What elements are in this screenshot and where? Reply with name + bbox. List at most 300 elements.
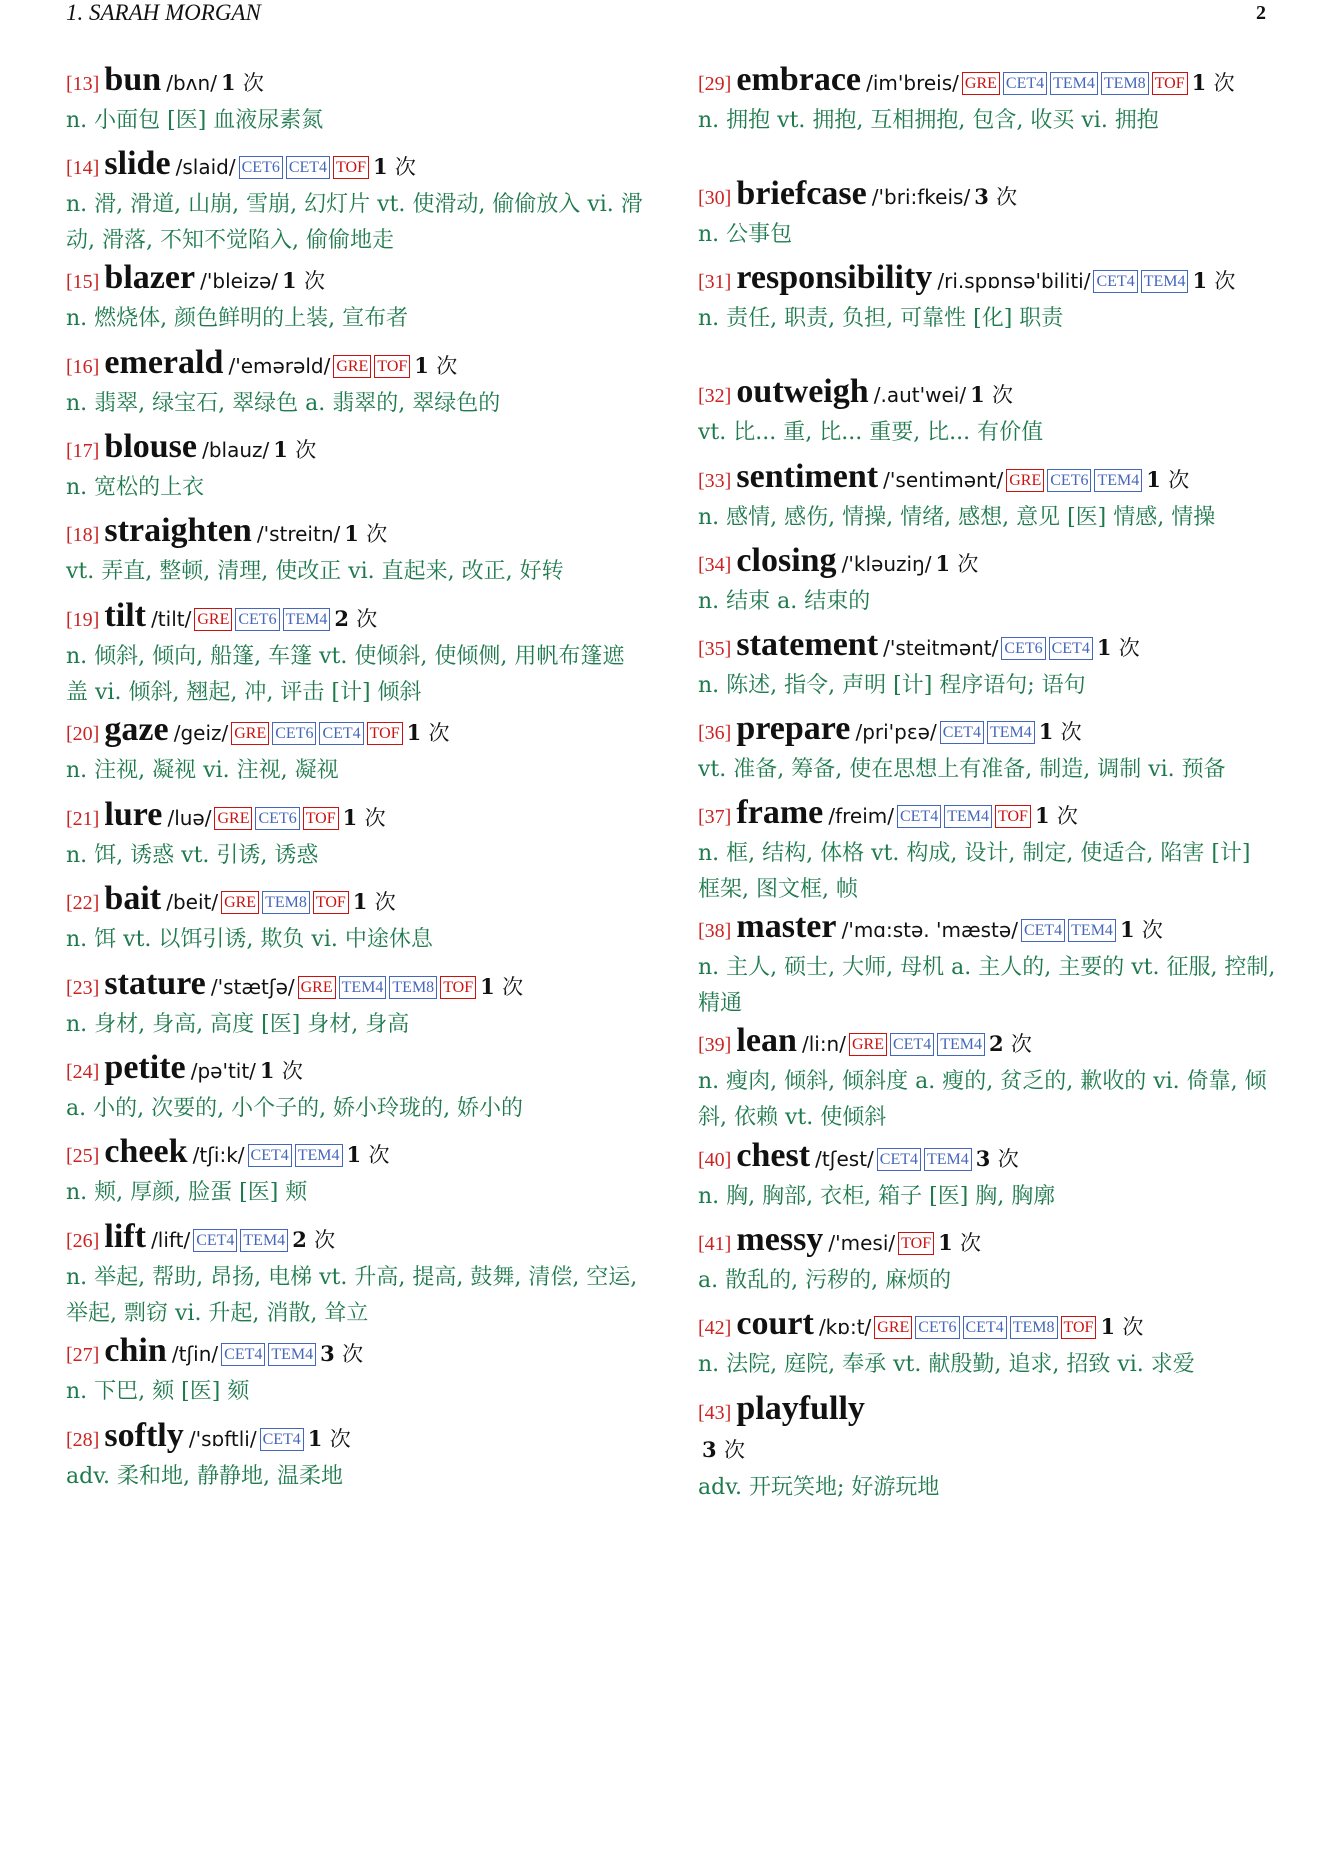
entry-pronunciation: /lift/ bbox=[151, 1228, 191, 1252]
entry-number: [36] bbox=[698, 722, 732, 744]
entry-headline bbox=[66, 1333, 646, 1374]
vocab-entry bbox=[698, 543, 1278, 620]
entry-number: [41] bbox=[698, 1233, 732, 1255]
exam-tag-gre: GRE bbox=[214, 807, 252, 830]
entry-number: [37] bbox=[698, 806, 732, 828]
exam-tag-tem4: TEM4 bbox=[1068, 919, 1116, 942]
entry-definition: adv. 开玩笑地; 好游玩地 bbox=[698, 1475, 940, 1500]
entry-definition: n. 公事包 bbox=[698, 222, 793, 247]
exam-tag-cet4: CET4 bbox=[286, 156, 330, 179]
count-number: 3 bbox=[320, 1341, 335, 1366]
exam-tag-cet4: CET4 bbox=[897, 805, 941, 828]
entry-pronunciation: /slaid/ bbox=[175, 155, 236, 179]
exam-tag-cet6: CET6 bbox=[915, 1316, 959, 1339]
entry-headline bbox=[66, 1418, 646, 1459]
occurrence-count bbox=[292, 1227, 335, 1252]
occurrence-count bbox=[308, 1426, 351, 1451]
entry-definition: n. 颊, 厚颜, 脸蛋 [医] 颊 bbox=[66, 1180, 308, 1205]
exam-tag-cet4: CET4 bbox=[963, 1316, 1007, 1339]
entry-headline bbox=[698, 1023, 1278, 1064]
entry-headline bbox=[698, 909, 1278, 950]
count-number: 1 bbox=[1100, 1314, 1116, 1339]
entry-definition: n. 结束 a. 结束的 bbox=[698, 589, 871, 614]
count-unit: 次 bbox=[364, 806, 386, 830]
vocab-entry bbox=[698, 459, 1278, 536]
entry-word: prepare bbox=[736, 710, 851, 747]
entry-definition: n. 拥抱 vt. 拥抱, 互相拥抱, 包含, 收买 vi. 拥抱 bbox=[698, 108, 1159, 133]
entry-pronunciation: /'stætʃə/ bbox=[210, 975, 295, 999]
entry-number: [31] bbox=[698, 271, 732, 293]
count-number: 1 bbox=[346, 1142, 362, 1167]
occurrence-count bbox=[938, 1230, 981, 1255]
entry-pronunciation: /'bri:fkeis/ bbox=[871, 185, 971, 209]
exam-tag-cet4: CET4 bbox=[1049, 637, 1093, 660]
occurrence-count bbox=[334, 606, 377, 631]
entry-word: straighten bbox=[104, 512, 252, 549]
count-unit: 次 bbox=[303, 269, 325, 293]
entry-pronunciation: /'sentimənt/ bbox=[883, 468, 1004, 492]
vocab-entry bbox=[698, 1391, 1278, 1506]
exam-tag-cet4: CET4 bbox=[877, 1148, 921, 1171]
exam-tag-cet4: CET4 bbox=[193, 1229, 237, 1252]
entry-definition: a. 散乱的, 污秽的, 麻烦的 bbox=[698, 1268, 952, 1293]
occurrence-count bbox=[989, 1031, 1032, 1056]
entry-number: [13] bbox=[66, 73, 100, 95]
entry-number: [16] bbox=[66, 356, 100, 378]
exam-tag-tem4: TEM4 bbox=[283, 608, 331, 631]
entry-word: blouse bbox=[104, 428, 198, 465]
exam-tag-tem4: TEM4 bbox=[1050, 72, 1098, 95]
entry-pronunciation: /blauz/ bbox=[202, 438, 270, 462]
count-unit: 次 bbox=[329, 1427, 351, 1451]
entry-pronunciation: /.aut'wei/ bbox=[873, 383, 967, 407]
count-unit: 次 bbox=[295, 438, 317, 462]
exam-tag-cet4: CET4 bbox=[260, 1428, 304, 1451]
exam-tag-cet4: CET4 bbox=[1021, 919, 1065, 942]
count-unit: 次 bbox=[996, 185, 1018, 209]
count-number: 1 bbox=[1146, 467, 1161, 492]
exam-tag-tof: TOF bbox=[303, 807, 339, 830]
entry-headline bbox=[698, 62, 1278, 103]
entry-definition: a. 小的, 次要的, 小个子的, 娇小玲珑的, 娇小的 bbox=[66, 1096, 524, 1121]
entry-word: petite bbox=[104, 1049, 186, 1086]
entry-headline bbox=[698, 1222, 1278, 1263]
entry-number: [17] bbox=[66, 440, 100, 462]
entry-definition: n. 滑, 滑道, 山崩, 雪崩, 幻灯片 vt. 使滑动, 偷偷放入 vi. 滑动, 滑落, 不知不觉陷入, 偷偷地走 bbox=[66, 192, 643, 253]
entry-headline bbox=[66, 598, 646, 639]
count-unit: 次 bbox=[1141, 918, 1163, 942]
entry-word: stature bbox=[104, 965, 206, 1002]
exam-tag-gre: GRE bbox=[333, 355, 371, 378]
vocab-entry bbox=[66, 966, 646, 1043]
count-unit: 次 bbox=[1168, 468, 1190, 492]
entry-word: softly bbox=[104, 1417, 184, 1454]
count-unit: 次 bbox=[242, 71, 264, 95]
vocab-entry bbox=[698, 795, 1278, 908]
exam-tag-cet4: CET4 bbox=[1093, 270, 1137, 293]
count-unit: 次 bbox=[368, 1143, 390, 1167]
count-number: 1 bbox=[220, 70, 236, 95]
count-unit: 次 bbox=[997, 1147, 1019, 1171]
entry-headline bbox=[698, 1391, 1278, 1470]
count-unit: 次 bbox=[1122, 1315, 1144, 1339]
occurrence-count bbox=[1120, 917, 1163, 942]
count-number: 1 bbox=[480, 974, 495, 999]
entry-definition: n. 倾斜, 倾向, 船篷, 车篷 vt. 使倾斜, 使倾侧, 用帆布篷遮盖 vi. 倾斜, 翘起, 冲, 评击 [计] 倾斜 bbox=[66, 644, 625, 705]
entry-number: [14] bbox=[66, 157, 100, 179]
entry-definition: n. 框, 结构, 体格 vt. 构成, 设计, 制定, 使适合, 陷害 [计] 框架, 图文框, 帧 bbox=[698, 841, 1251, 902]
exam-tag-gre: GRE bbox=[194, 608, 232, 631]
exam-tag-tof: TOF bbox=[333, 156, 369, 179]
entry-headline bbox=[66, 797, 646, 838]
entry-headline bbox=[66, 260, 646, 301]
exam-tag-tof: TOF bbox=[313, 891, 349, 914]
entry-pronunciation: /'sɒftli/ bbox=[188, 1427, 257, 1451]
count-unit: 次 bbox=[342, 1342, 364, 1366]
vocab-entry bbox=[66, 260, 646, 337]
entry-pronunciation: /'kləuziŋ/ bbox=[841, 552, 932, 576]
entry-number: [23] bbox=[66, 977, 100, 999]
entry-headline bbox=[66, 345, 646, 386]
count-unit: 次 bbox=[1213, 71, 1235, 95]
count-unit: 次 bbox=[957, 552, 979, 576]
entry-number: [43] bbox=[698, 1402, 732, 1424]
entry-pronunciation: /tʃest/ bbox=[815, 1147, 874, 1171]
exam-tag-tof: TOF bbox=[440, 976, 476, 999]
occurrence-count bbox=[1039, 719, 1082, 744]
exam-tag-cet6: CET6 bbox=[255, 807, 299, 830]
entry-word: blazer bbox=[104, 259, 196, 296]
occurrence-count bbox=[282, 268, 325, 293]
exam-tag-gre: GRE bbox=[221, 891, 259, 914]
entry-word: cheek bbox=[104, 1133, 188, 1170]
count-number: 1 bbox=[282, 268, 297, 293]
entry-number: [19] bbox=[66, 609, 100, 631]
entry-headline bbox=[698, 543, 1278, 584]
entry-word: statement bbox=[736, 626, 879, 663]
entry-definition: n. 法院, 庭院, 奉承 vt. 献殷勤, 追求, 招致 vi. 求爱 bbox=[698, 1352, 1195, 1377]
exam-tag-tof: TOF bbox=[374, 355, 410, 378]
entry-word: lean bbox=[736, 1022, 797, 1059]
occurrence-count bbox=[702, 1437, 745, 1462]
entry-headline bbox=[66, 513, 646, 554]
entry-word: court bbox=[736, 1305, 814, 1342]
count-number: 2 bbox=[988, 1031, 1004, 1056]
entry-number: [25] bbox=[66, 1145, 100, 1167]
entry-definition: n. 饵, 诱惑 vt. 引诱, 诱惑 bbox=[66, 843, 319, 868]
vocab-entry bbox=[698, 909, 1278, 1022]
count-number: 1 bbox=[414, 353, 429, 378]
entry-number: [26] bbox=[66, 1230, 100, 1252]
vocab-entry bbox=[698, 62, 1278, 139]
vocab-entry bbox=[698, 627, 1278, 704]
entry-word: sentiment bbox=[736, 458, 879, 495]
count-number: 1 bbox=[372, 154, 388, 179]
entry-pronunciation: /'streitn/ bbox=[256, 522, 341, 546]
occurrence-count bbox=[373, 154, 416, 179]
entry-pronunciation: /tʃi:k/ bbox=[192, 1143, 245, 1167]
count-unit: 次 bbox=[281, 1059, 303, 1083]
exam-tag-gre: GRE bbox=[962, 72, 1000, 95]
entry-definition: n. 燃烧体, 颜色鲜明的上装, 宣布者 bbox=[66, 306, 409, 331]
entry-word: slide bbox=[104, 145, 171, 182]
entry-word: lift bbox=[104, 1218, 146, 1255]
entry-number: [32] bbox=[698, 385, 732, 407]
count-number: 1 bbox=[1034, 803, 1050, 828]
entry-number: [21] bbox=[66, 808, 100, 830]
entry-word: chin bbox=[104, 1332, 167, 1369]
count-number: 3 bbox=[975, 1146, 991, 1171]
entry-pronunciation: /tilt/ bbox=[151, 607, 192, 631]
entry-word: briefcase bbox=[736, 175, 867, 212]
entry-headline bbox=[698, 711, 1278, 752]
entry-number: [18] bbox=[66, 524, 100, 546]
entry-headline bbox=[66, 429, 646, 470]
entry-number: [40] bbox=[698, 1149, 732, 1171]
count-number: 1 bbox=[1096, 635, 1112, 660]
page-header bbox=[66, 0, 1266, 28]
exam-tag-cet6: CET6 bbox=[272, 722, 316, 745]
exam-tag-tof: TOF bbox=[1152, 72, 1188, 95]
count-unit: 次 bbox=[992, 383, 1014, 407]
count-number: 1 bbox=[273, 437, 288, 462]
count-unit: 次 bbox=[502, 975, 524, 999]
entry-headline bbox=[698, 627, 1278, 668]
entry-definition: n. 瘦肉, 倾斜, 倾斜度 a. 瘦的, 贫乏的, 歉收的 vi. 倚靠, 倾斜, 依赖 vt. 使倾斜 bbox=[698, 1069, 1267, 1130]
count-number: 3 bbox=[974, 184, 989, 209]
entry-definition: adv. 柔和地, 静静地, 温柔地 bbox=[66, 1464, 343, 1489]
vocab-entry bbox=[66, 1219, 646, 1332]
entry-pronunciation: /kɒ:t/ bbox=[818, 1315, 872, 1339]
entry-definition: n. 小面包 [医] 血液尿素氮 bbox=[66, 108, 324, 133]
vocab-entry bbox=[698, 374, 1278, 451]
exam-tag-tof: TOF bbox=[367, 722, 403, 745]
entry-pronunciation: /pə'tit/ bbox=[190, 1059, 256, 1083]
count-number: 1 bbox=[1191, 70, 1207, 95]
exam-tag-cet4: CET4 bbox=[940, 721, 984, 744]
exam-tag-tof: TOF bbox=[1061, 1316, 1097, 1339]
vocab-entry bbox=[66, 1134, 646, 1211]
vocab-entry bbox=[66, 429, 646, 506]
occurrence-count bbox=[414, 353, 457, 378]
count-unit: 次 bbox=[960, 1231, 982, 1255]
occurrence-count bbox=[221, 70, 264, 95]
count-unit: 次 bbox=[1056, 804, 1078, 828]
entry-word: playfully bbox=[736, 1390, 865, 1427]
entry-headline bbox=[66, 1219, 646, 1260]
exam-tag-tem4: TEM4 bbox=[924, 1148, 972, 1171]
entry-pronunciation: /tʃin/ bbox=[171, 1342, 219, 1366]
entry-word: outweigh bbox=[736, 373, 869, 410]
entry-headline bbox=[698, 1306, 1278, 1347]
count-number: 3 bbox=[702, 1437, 717, 1462]
occurrence-count bbox=[1192, 268, 1235, 293]
exam-tag-tem4: TEM4 bbox=[339, 976, 387, 999]
occurrence-count bbox=[976, 1146, 1019, 1171]
entry-word: responsibility bbox=[736, 259, 933, 296]
entry-headline bbox=[698, 260, 1278, 301]
exam-tag-tof: TOF bbox=[898, 1232, 934, 1255]
entry-number: [27] bbox=[66, 1344, 100, 1366]
count-unit: 次 bbox=[394, 155, 416, 179]
entry-word: chest bbox=[736, 1137, 811, 1174]
vocab-entry bbox=[66, 345, 646, 422]
entry-word: messy bbox=[736, 1221, 824, 1258]
occurrence-count bbox=[407, 720, 450, 745]
entry-definition: n. 胸, 胸部, 衣柜, 箱子 [医] 胸, 胸廓 bbox=[698, 1184, 1056, 1209]
exam-tag-cet6: CET6 bbox=[1047, 469, 1091, 492]
entry-headline bbox=[698, 374, 1278, 415]
count-number: 2 bbox=[292, 1227, 307, 1252]
entry-definition: n. 主人, 硕士, 大师, 母机 a. 主人的, 主要的 vt. 征服, 控制, 精通 bbox=[698, 955, 1276, 1016]
entry-headline bbox=[698, 176, 1278, 217]
entry-headline bbox=[66, 1050, 646, 1091]
count-number: 1 bbox=[259, 1058, 275, 1083]
occurrence-count bbox=[347, 1142, 390, 1167]
entry-headline bbox=[66, 62, 646, 103]
entry-definition: vt. 弄直, 整顿, 清理, 使改正 vi. 直起来, 改正, 好转 bbox=[66, 559, 564, 584]
entry-number: [34] bbox=[698, 554, 732, 576]
entry-definition: vt. 准备, 筹备, 使在思想上有准备, 制造, 调制 vi. 预备 bbox=[698, 757, 1226, 782]
vocab-entry bbox=[698, 711, 1278, 788]
occurrence-count bbox=[344, 521, 387, 546]
entry-pronunciation: /beit/ bbox=[166, 890, 219, 914]
count-unit: 次 bbox=[366, 522, 388, 546]
exam-tag-tem4: TEM4 bbox=[1141, 270, 1189, 293]
count-unit: 次 bbox=[314, 1228, 336, 1252]
vocab-entry bbox=[698, 1138, 1278, 1215]
entry-pronunciation: /luə/ bbox=[167, 806, 212, 830]
exam-tag-cet4: CET4 bbox=[248, 1144, 292, 1167]
entry-number: [39] bbox=[698, 1034, 732, 1056]
vocab-entry bbox=[66, 881, 646, 958]
vocab-entry bbox=[66, 513, 646, 590]
entry-word: bait bbox=[104, 880, 162, 917]
vocab-entry bbox=[66, 712, 646, 789]
entry-word: closing bbox=[736, 542, 837, 579]
entry-definition: n. 宽松的上衣 bbox=[66, 475, 205, 500]
page-title: 1. SARAH MORGAN bbox=[66, 0, 261, 25]
count-unit: 次 bbox=[374, 890, 396, 914]
entry-definition: n. 饵 vt. 以饵引诱, 欺负 vi. 中途休息 bbox=[66, 927, 433, 952]
entry-number: [24] bbox=[66, 1061, 100, 1083]
count-number: 1 bbox=[307, 1426, 323, 1451]
count-number: 1 bbox=[1192, 268, 1208, 293]
occurrence-count bbox=[1097, 635, 1140, 660]
entry-word: tilt bbox=[104, 597, 146, 634]
entry-definition: n. 陈述, 指令, 声明 [计] 程序语句; 语句 bbox=[698, 673, 1086, 698]
entry-pronunciation: /geiz/ bbox=[173, 721, 229, 745]
occurrence-count bbox=[343, 805, 386, 830]
page-number: 2 bbox=[1256, 2, 1266, 24]
exam-tag-cet6: CET6 bbox=[1001, 637, 1045, 660]
occurrence-count bbox=[1035, 803, 1078, 828]
entry-definition: vt. 比... 重, 比... 重要, 比... 有价值 bbox=[698, 420, 1044, 445]
occurrence-count bbox=[260, 1058, 303, 1083]
exam-tag-tem4: TEM4 bbox=[295, 1144, 343, 1167]
entry-pronunciation: /'emərəld/ bbox=[228, 354, 331, 378]
occurrence-count bbox=[273, 437, 316, 462]
entry-headline bbox=[66, 146, 646, 187]
vocab-entry bbox=[66, 598, 646, 711]
count-unit: 次 bbox=[1060, 720, 1082, 744]
entry-word: emerald bbox=[104, 344, 224, 381]
count-unit: 次 bbox=[1010, 1032, 1032, 1056]
count-unit: 次 bbox=[436, 354, 458, 378]
exam-tag-cet4: CET4 bbox=[221, 1343, 265, 1366]
count-number: 1 bbox=[1038, 719, 1054, 744]
entry-number: [42] bbox=[698, 1317, 732, 1339]
entry-definition: n. 身材, 身高, 高度 [医] 身材, 身高 bbox=[66, 1012, 410, 1037]
vocab-entry bbox=[66, 1050, 646, 1127]
entry-word: master bbox=[736, 908, 837, 945]
count-number: 1 bbox=[352, 889, 368, 914]
entry-definition: n. 注视, 凝视 vi. 注视, 凝视 bbox=[66, 758, 339, 783]
count-number: 1 bbox=[938, 1230, 953, 1255]
count-number: 1 bbox=[344, 521, 359, 546]
entry-definition: n. 下巴, 颏 [医] 颏 bbox=[66, 1379, 250, 1404]
vocab-entry bbox=[698, 1306, 1278, 1383]
occurrence-count bbox=[480, 974, 523, 999]
vocab-entry bbox=[66, 146, 646, 259]
entry-pronunciation: /freim/ bbox=[828, 804, 894, 828]
entry-number: [20] bbox=[66, 723, 100, 745]
entry-definition: n. 感情, 感伤, 情操, 情绪, 感想, 意见 [医] 情感, 情操 bbox=[698, 505, 1216, 530]
exam-tag-tem4: TEM4 bbox=[268, 1343, 316, 1366]
entry-headline bbox=[66, 966, 646, 1007]
entry-pronunciation: /'bleizə/ bbox=[200, 269, 279, 293]
exam-tag-tof: TOF bbox=[995, 805, 1031, 828]
vocab-entry bbox=[698, 1023, 1278, 1136]
entry-word: bun bbox=[104, 61, 162, 98]
entry-number: [15] bbox=[66, 271, 100, 293]
exam-tag-tem8: TEM8 bbox=[1101, 72, 1149, 95]
vocab-entry bbox=[66, 62, 646, 139]
entry-pronunciation: /'mesi/ bbox=[828, 1231, 896, 1255]
count-number: 1 bbox=[406, 720, 422, 745]
count-number: 2 bbox=[334, 606, 349, 631]
vocab-entry bbox=[66, 797, 646, 874]
entry-pronunciation: /bʌn/ bbox=[166, 71, 217, 95]
entry-headline bbox=[698, 1138, 1278, 1179]
entry-number: [33] bbox=[698, 470, 732, 492]
exam-tag-gre: GRE bbox=[1006, 469, 1044, 492]
occurrence-count bbox=[1146, 467, 1189, 492]
vocab-entry bbox=[66, 1333, 646, 1410]
exam-tag-cet6: CET6 bbox=[239, 156, 283, 179]
exam-tag-tem4: TEM4 bbox=[944, 805, 992, 828]
count-unit: 次 bbox=[428, 721, 450, 745]
count-number: 1 bbox=[342, 805, 358, 830]
entry-word: gaze bbox=[104, 711, 169, 748]
entry-definition: n. 责任, 职责, 负担, 可靠性 [化] 职责 bbox=[698, 306, 1064, 331]
exam-tag-gre: GRE bbox=[298, 976, 336, 999]
exam-tag-cet4: CET4 bbox=[1003, 72, 1047, 95]
exam-tag-tem4: TEM4 bbox=[937, 1033, 985, 1056]
exam-tag-gre: GRE bbox=[231, 722, 269, 745]
entry-number: [22] bbox=[66, 892, 100, 914]
vocab-entry bbox=[698, 1222, 1278, 1299]
entry-number: [38] bbox=[698, 920, 732, 942]
vocab-entry bbox=[698, 260, 1278, 337]
count-number: 1 bbox=[970, 382, 985, 407]
occurrence-count bbox=[974, 184, 1017, 209]
entry-pronunciation: /li:n/ bbox=[801, 1032, 846, 1056]
exam-tag-tem4: TEM4 bbox=[240, 1229, 288, 1252]
exam-tag-tem8: TEM8 bbox=[262, 891, 310, 914]
entry-pronunciation: /pri'pɛə/ bbox=[855, 720, 937, 744]
entry-pronunciation: /'steitmənt/ bbox=[883, 636, 999, 660]
